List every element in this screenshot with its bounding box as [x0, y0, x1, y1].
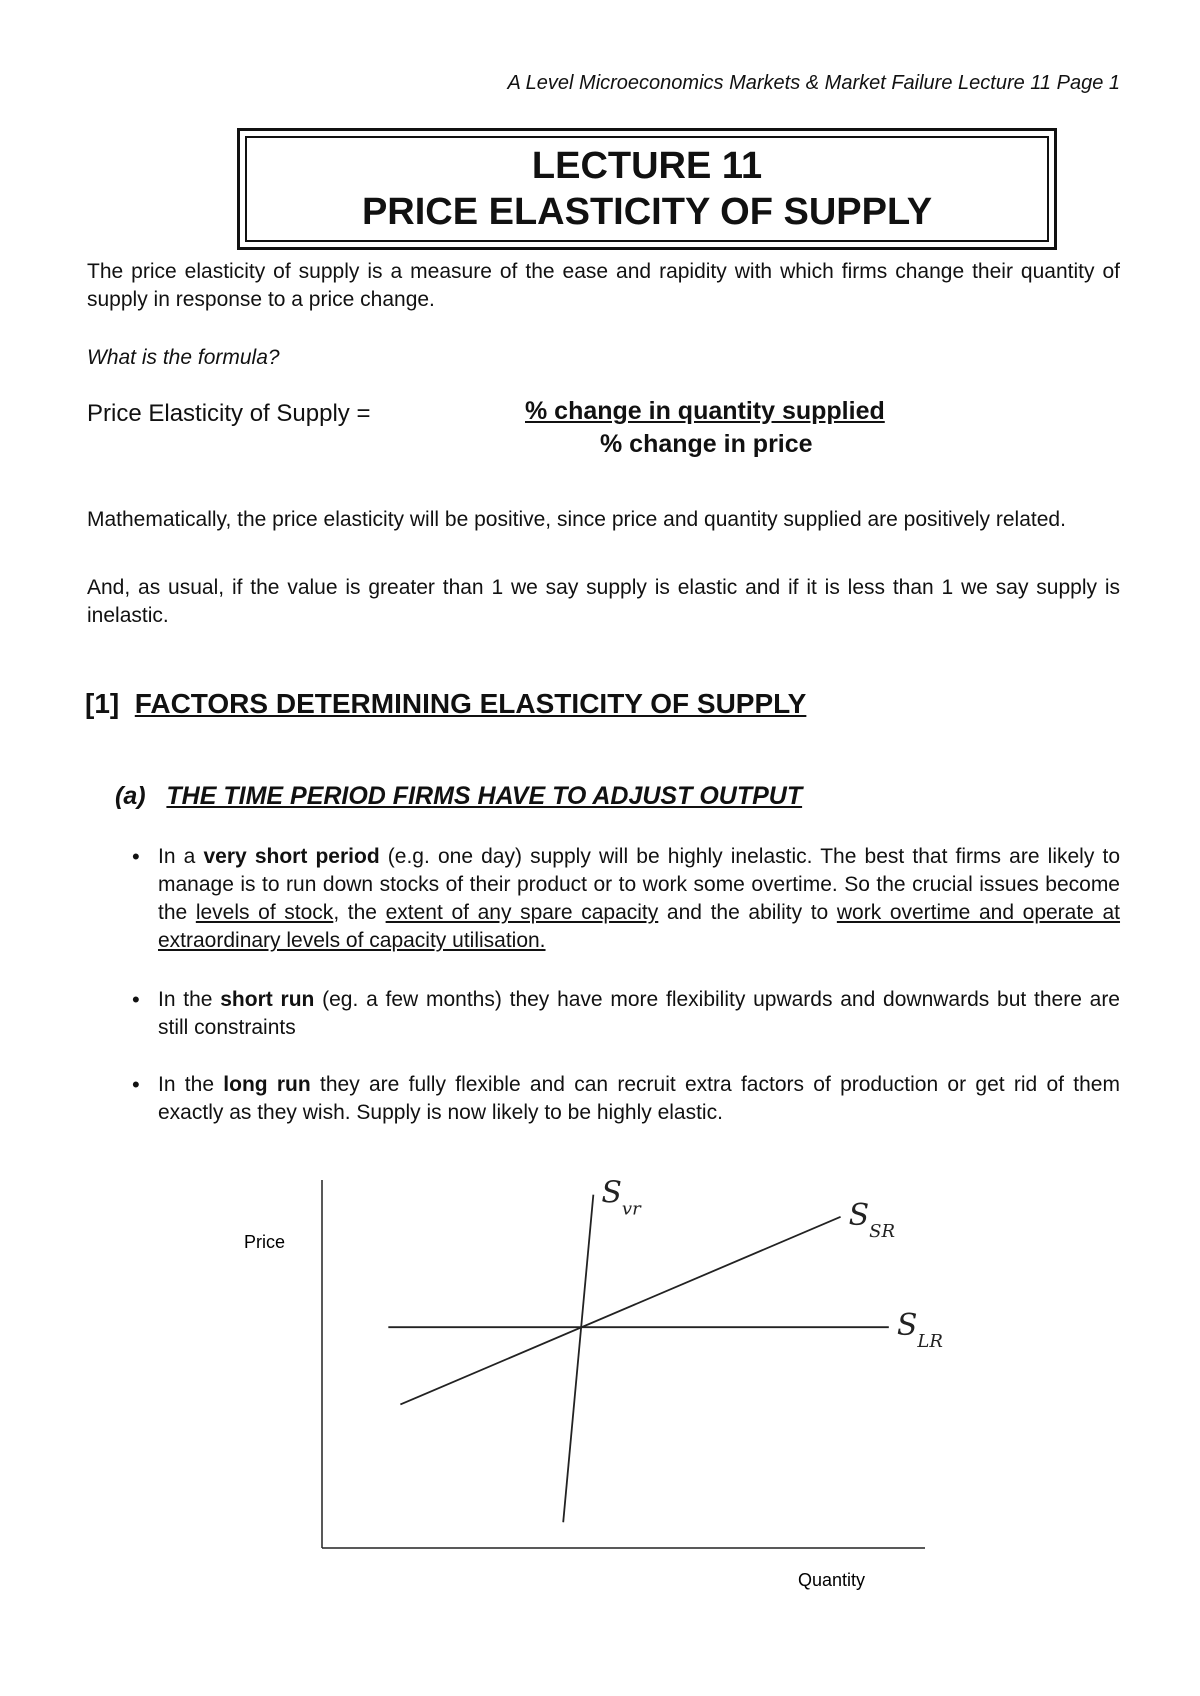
- text: (eg. a few months) they have more flexibility upwards and downwards but there are still constraints: [158, 988, 1120, 1039]
- curve-label-main: S: [601, 1175, 622, 1211]
- formula-denominator: % change in price: [600, 430, 813, 458]
- underlined-phrase: levels of stock: [195, 901, 334, 924]
- supply-curve-s-sr: [400, 1217, 840, 1405]
- curve-label-s-lr: [897, 1308, 943, 1352]
- text: In a: [158, 845, 204, 868]
- lecture-title: PRICE ELASTICITY OF SUPPLY: [361, 191, 933, 233]
- section-title: FACTORS DETERMINING ELASTICITY OF SUPPLY: [134, 688, 807, 719]
- bullet-dot-icon: •: [132, 987, 140, 1012]
- formula-lhs: Price Elasticity of Supply =: [87, 400, 371, 427]
- formula-question: What is the formula?: [87, 346, 280, 369]
- elastic-paragraph: And, as usual, if the value is greater than 1 we say supply is elastic and if it is less than 1 we say supply is inelastic.: [87, 576, 1120, 627]
- curve-label-s-vr: [601, 1176, 642, 1220]
- curve-label-subscript: vr: [621, 1198, 641, 1220]
- bullet-dot-icon: •: [132, 844, 140, 869]
- bold-term: short run: [220, 988, 315, 1011]
- curve-label-subscript: LR: [917, 1331, 943, 1353]
- bold-term: very short period: [203, 845, 380, 868]
- page-header: A Level Microeconomics Markets & Market Failure Lecture 11 Page 1: [507, 72, 1120, 94]
- subsection-title: THE TIME PERIOD FIRMS HAVE TO ADJUST OUTPUT: [166, 782, 803, 810]
- section-number: [1]: [85, 688, 120, 719]
- intro-paragraph: The price elasticity of supply is a measure of the ease and rapidity with which firms change their quantity of supply in response to a price change.: [87, 260, 1120, 311]
- text: and the ability to: [658, 901, 837, 924]
- curve-label-subscript: SR: [869, 1220, 896, 1242]
- underlined-phrase: extent of any spare capacity: [385, 901, 659, 924]
- series-group: [388, 1176, 943, 1523]
- supply-curve-s-vr: [563, 1195, 593, 1523]
- y-axis-label: Price: [244, 1232, 286, 1252]
- formula-numerator: % change in quantity supplied: [525, 397, 885, 425]
- text: In the: [158, 1073, 224, 1096]
- bullet-dot-icon: •: [132, 1072, 140, 1097]
- bold-term: long run: [223, 1073, 311, 1096]
- curve-label-s-sr: [849, 1198, 895, 1242]
- curve-label-main: S: [848, 1197, 870, 1233]
- underlined-phrase: work overtime and operate at extraordinary levels of capacity utilisation.: [158, 901, 1121, 952]
- text: In the: [158, 988, 221, 1011]
- text: they are fully flexible and can recruit extra factors of production or get rid of them exactly as they wish. Supply is now likely to be highly elastic.: [158, 1073, 1120, 1124]
- text: (e.g. one day) supply will be highly inelastic. The best that firms are likely to manage is to run down stocks of their product or to work some overtime. So the crucial issues become the: [158, 845, 1120, 924]
- lecture-number: LECTURE 11: [531, 145, 763, 187]
- curve-label-main: S: [896, 1308, 918, 1344]
- x-axis-label: Quantity: [798, 1570, 866, 1590]
- subsection-label: (a): [115, 782, 146, 810]
- text: , the: [333, 901, 386, 924]
- positive-paragraph: Mathematically, the price elasticity will be positive, since price and quantity supplied are positively related.: [87, 508, 1066, 531]
